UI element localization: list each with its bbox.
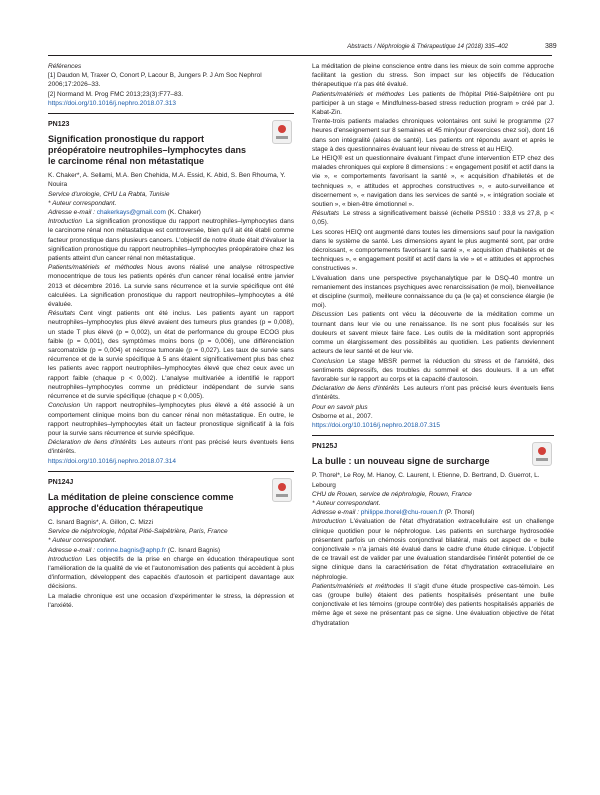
section-text: Il s'agit d'une étude prospective cas-témoin. Les cas (groupe bulle) étaient des patients hospitalisés présentant une bulle conjonctivale et les témoins (groupe contrôle) des patients hospitalisés appariés de même âge et sexe ne présentant pas ce signe. Une évaluation objective de l'état d'hydratation bbox=[312, 582, 554, 627]
section-divider bbox=[48, 113, 294, 114]
email-owner: (P. Thorel) bbox=[444, 509, 475, 517]
crossmark-icon[interactable] bbox=[272, 120, 292, 144]
email-label: Adresse e-mail : bbox=[48, 209, 95, 217]
section-label: Résultats bbox=[312, 210, 340, 218]
section-text: Un rapport neutrophiles–lymphocytes plus élevé a été associé à un comportement clinique moins bon du cancer rénal non métastatique. En outre, le rapport neutrophiles–lymphocytes était un facteur pronostique significatif à la fois pour la survie sans récurrence et survie spécifique. bbox=[48, 402, 294, 437]
section-label: Patients/matériels et méthodes bbox=[312, 90, 405, 98]
section-label: Patients/matériels et méthodes bbox=[312, 582, 404, 590]
paragraph: L'évaluation dans une perspective psychanalytique par le DSQ-40 montre un remaniement des instances psychiques avec renarcissisation (le moi), bienveillance et discipline (surmoi), meilleure connaissance du ça (le ça) et conscience élargie (le moi). bbox=[312, 274, 554, 310]
email-owner: (C. Isnard Bagnis) bbox=[167, 546, 221, 554]
abstract-title: Signification pronostique du rapport préopératoire neutrophiles–lymphocytes dans le carcinome rénal non métastatique bbox=[48, 134, 247, 167]
email-link[interactable]: philippe.thorel@chu-rouen.fr bbox=[360, 509, 443, 517]
section-label: Introduction bbox=[48, 218, 82, 226]
section-text: Les objectifs de la prise en charge en éducation thérapeutique sont l'amélioration de la qualité de vie et l'autonomisation des patients qui accèdent à plus d'information, développent des capacités d'autosoin et participent davantage aux décisions. bbox=[48, 555, 294, 591]
section-text: La maladie chronique est une occasion d'expérimenter le stress, la dépression et l'anxiété. bbox=[48, 592, 294, 609]
affiliation: Service de néphrologie, hôpital Pitié-Salpêtrière, Paris, France bbox=[48, 528, 228, 536]
corresponding-note: * Auteur correspondant. bbox=[48, 537, 117, 545]
references-heading: Références bbox=[48, 63, 82, 70]
section-text: L'évaluation de l'état d'hydratation extracellulaire est un challenge clinique quotidien pour le néphrologue. Les patients en surcharge hydrosodée présentent parfois un chémosis conjonctival bilatéral, mais cet aspect de « bulle conjonctivale » n'a jamais été évalué dans le cadre d'une étude clinique. L'objectif de ce travail est de valider par une évaluation standardisée l'intérêt potentiel de ce signe clinique dans la caractérisation de l'état d'hydratation extracellulaire en néphrologie. bbox=[312, 518, 554, 581]
right-column bbox=[312, 62, 554, 628]
abstract-pn124j bbox=[48, 478, 294, 610]
abstract-title: La méditation de pleine conscience comme approche d'éducation thérapeutique bbox=[48, 491, 234, 513]
email-label: Adresse e-mail : bbox=[48, 546, 95, 554]
section-label: Conclusion bbox=[312, 357, 345, 365]
section-label: Conclusion bbox=[48, 402, 81, 410]
author-list: P. Thorel*, Le Roy, M. Hanoy, C. Laurent, I. Etienne, D. Bertrand, D. Guerrot, L. Lebourg bbox=[312, 472, 540, 489]
section-text: La signification pronostique du rapport neutrophiles–lymphocytes dans le carcinome rénal non métastatique est controversée, bien qu'il ait été établi comme facteur pronostique dans plusieurs cancers. L'objectif de notre étude était d'évaluer la signification pronostique du rapport neutrophiles–lymphocytes préopératoire chez les patients atteint d'un cancer rénal non métastatique. bbox=[48, 218, 294, 263]
section-text: Les patients ont vécu la découverte de la méditation comme un tournant dans leur vie ou une renaissance. Ils ne sont plus focalisés sur les douleurs et savent mieux faire face. Les outils de la méditation sont appropriés comme un élargissement des possibilités au quotidien. Les patients deviennent acteurs de leur santé et de leur vie. bbox=[312, 311, 554, 356]
section-text: Les auteurs n'ont pas précisé leurs éventuels liens d'intérêts. bbox=[312, 385, 554, 402]
paragraph: Le HEIQ® est un questionnaire évaluant l'impact d'une intervention ETP chez des malades chroniques qui explore 8 dimensions : « engagement positif et actif dans la vie », « comportements favorisant la santé », « acquisition d'habiletés et de techniques », « attitudes et approches constructives », « auto-surveillance et discernement », « navigation dans les services de santé », « intégration sociale et soutien », « bien-être émotionnel ». bbox=[312, 155, 554, 209]
paragraph: La méditation de pleine conscience entre dans les mieux de soin comme approche facilitant la gestion du stress. Son impact sur les objectifs de l'éducation thérapeutique n'a pas été évalué. bbox=[312, 63, 554, 89]
abstract-title: La bulle : un nouveau signe de surcharge bbox=[312, 456, 490, 467]
section-label: Introduction bbox=[48, 555, 82, 563]
email-link[interactable]: chakerkays@gmail.com bbox=[96, 209, 166, 217]
affiliation: Service d'urologie, CHU La Rabta, Tunisie bbox=[48, 190, 170, 198]
crossmark-icon[interactable] bbox=[532, 442, 552, 466]
corresponding-note: * Auteur correspondant. bbox=[48, 199, 117, 207]
section-text: Le stress a significativement baissé (échelle PSS10 : 33,8 vs 27,8, p < 0,05). bbox=[312, 210, 554, 227]
affiliation: CHU de Rouen, service de néphrologie, Rouen, France bbox=[312, 490, 472, 498]
reference-item: [1] Daudon M, Traxer O, Conort P, Lacour B, Jungers P. J Am Soc Nephrol 2006;17:2026–33. bbox=[48, 72, 262, 89]
doi-link[interactable]: https://doi.org/10.1016/j.nephro.2018.07.315 bbox=[312, 421, 440, 429]
reference-item: [2] Normand M. Prog FMC 2013;23(3):F77–83. bbox=[48, 90, 184, 98]
section-text: Cent vingt patients ont été inclus. Les patients ayant un rapport neutrophiles–lymphocytes plus élevé avaient des tumeurs plus grandes (p = 0,008), un stade T plus élevé (p = 0,002), un état de performance du groupe ECOG plus faible (p = 0,001), des symptômes moins bons (p = 0,006), une différenciation sarcomatoïde (p = 0,004) et nécrose tumorale (p = 0,027). Les taux de survie sans récurrence et de la survie spécifique à 5 ans étaient significativement plus bas chez les patients avec rapport neutrophiles–lymphocytes élevé que chez ceux avec un rapport faible (chaque p < 0,002). L'analyse multivariée a identifié le rapport neutrophiles–lymphocytes comme un prédicteur indépendant de survie sans récurrence et de survie spécifique (chaque p < 0,005). bbox=[48, 310, 294, 401]
section-label: Résultats bbox=[48, 310, 76, 318]
crossmark-icon[interactable] bbox=[272, 478, 292, 502]
section-divider bbox=[48, 471, 294, 472]
author-list: C. Isnard Bagnis*, A. Gillon, C. Mizzi bbox=[48, 518, 154, 526]
section-text: Le stage MBSR permet la réduction du stress et de l'anxiété, des sentiments dépressifs, des troubles du sommeil et des douleurs. Il a un effet favorable sur le rapport au corps et la capacité d'autosoin. bbox=[312, 357, 554, 383]
journal-header: Abstracts / Néphrologie & Thérapeutique 14 (2018) 335–402 bbox=[347, 44, 508, 50]
section-text: Les patients de l'hôpital Pitié-Salpêtrière ont pu participer à un stage « Mindfulness-based stress reduction program » créé par J. Kabat-Zin. bbox=[312, 90, 554, 117]
section-label: Introduction bbox=[312, 518, 346, 526]
doi-link[interactable]: https://doi.org/10.1016/j.nephro.2018.07.314 bbox=[48, 457, 176, 465]
section-label: Déclaration de liens d'intérêts bbox=[312, 385, 400, 393]
section-text: Les auteurs n'ont pas précisé leurs éventuels liens d'intérêts. bbox=[48, 439, 294, 456]
author-list: K. Chaker*, A. Sellami, M.A. Ben Chehida, M.A. Essid, K. Abid, S. Ben Rhouma, Y. Nouira bbox=[48, 172, 286, 189]
header-rule bbox=[48, 55, 552, 56]
page-number: 389 bbox=[545, 43, 557, 50]
abstract-pn125j bbox=[312, 442, 554, 628]
abstract-pn123 bbox=[48, 120, 294, 466]
section-divider bbox=[312, 435, 554, 436]
email-label: Adresse e-mail : bbox=[312, 509, 359, 517]
abstract-code: PN123 bbox=[48, 121, 70, 129]
email-owner: (K. Chaker) bbox=[167, 209, 201, 217]
abstract-code: PN125J bbox=[312, 443, 338, 451]
section-label: Déclaration de liens d'intérêts bbox=[48, 439, 137, 447]
further-reading: Osborne et al., 2007. bbox=[312, 412, 373, 420]
left-column bbox=[48, 62, 294, 610]
paragraph: Les scores HEIQ ont augmenté dans toutes les dimensions sauf pour la navigation dans le système de santé. Les dimensions ayant le plus augmenté sont, par ordre décroissant, « comportements favorisant la santé », « acquisition d'habiletés et de techniques », « engagement positif et actif dans la vie » et « attitudes et approches constructives ». bbox=[312, 228, 554, 273]
email-link[interactable]: corinne.bagnis@aphp.fr bbox=[96, 546, 166, 554]
paragraph: Trente-trois patients malades chroniques volontaires ont suivi le programme (27 heures d'enseignement sur 8 semaines et 45 min/jour d'exercices chez soi), dont 16 dans son intégralité (aléas de santé). Les patients ont répondu avant et après le stage à des questionnaires évaluant leur niveau de stress et au HEIQ. bbox=[312, 118, 554, 153]
corresponding-note: * Auteur correspondant. bbox=[312, 499, 381, 507]
further-reading-label: Pour en savoir plus bbox=[312, 403, 368, 411]
section-label: Discussion bbox=[312, 311, 344, 319]
section-text: Nous avons réalisé une analyse rétrospective monocentrique de tous les patients opérés d'un cancer rénal localisé entre janvier 2013 et décembre 2016. La survie sans récurrence et la survie spécifique ont été calculées. La signification pronostique du rapport neutrophiles–lymphocytes a été évaluée. bbox=[48, 264, 295, 309]
doi-link[interactable]: https://doi.org/10.1016/j.nephro.2018.07.313 bbox=[48, 99, 176, 107]
section-label: Patients/matériels et méthodes bbox=[48, 264, 144, 272]
abstract-code: PN124J bbox=[48, 478, 74, 486]
